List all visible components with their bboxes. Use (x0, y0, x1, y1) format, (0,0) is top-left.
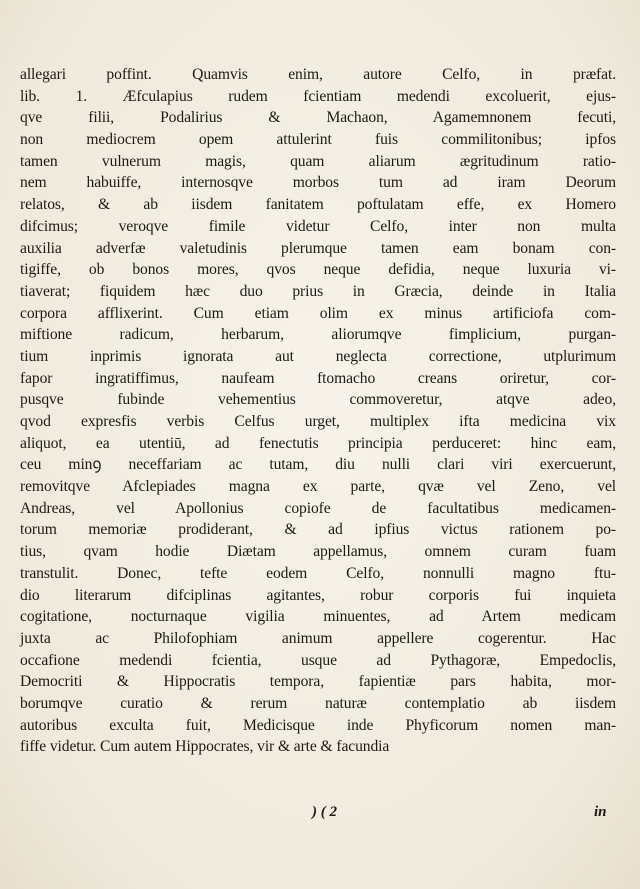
text-line: autoribus exculta fuit, Medicisque inde Phyficorum nomen man- (20, 716, 616, 734)
text-line: tiaverat; fiquidem hæc duo prius in Græcia, deinde in Italia (20, 282, 616, 300)
text-line: aliquot, ea utentiū, ad fenectutis principia perduceret: hinc eam, (20, 434, 616, 452)
text-line: corpora afflixerint. Cum etiam olim ex minus artificiofa com- (20, 304, 616, 322)
text-line: non mediocrem opem attulerint fuis commilitonibus; ipfos (20, 131, 616, 149)
text-line: relatos, & ab iisdem fanitatem poftulatam effe, ex Homero (20, 196, 616, 214)
text-line: transtulit. Donec, tefte eodem Celfo, nonnulli magno ftu- (20, 564, 616, 582)
text-line: occafione medendi fcientia, usque ad Pythagoræ, Empedoclis, (20, 651, 616, 669)
text-line: allegari poffint. Quamvis enim, autore Celfo, in præfat. (20, 66, 616, 83)
text-line: removitqve Afclepiades magna ex parte, qvæ vel Zeno, vel (20, 478, 616, 496)
text-line: Democriti & Hippocratis tempora, fapientiæ pars habita, mor- (20, 673, 616, 691)
text-line: fapor ingratiffimus, naufeam ftomacho creans oriretur, cor- (20, 369, 616, 387)
text-line: juxta ac Philofophiam animum appellere cogerentur. Hac (20, 629, 616, 647)
text-line: Andreas, vel Apollonius copiofe de facultatibus medicamen- (20, 499, 616, 517)
text-line: qve filii, Podalirius & Machaon, Agamemnonem fecuti, (20, 109, 616, 127)
text-line: auxilia adverfæ valetudinis plerumque tamen eam bonam con- (20, 239, 616, 257)
text-line: tamen vulnerum magis, quam aliarum ægritudinum ratio- (20, 152, 616, 170)
text-line: difcimus; veroqve fimile videtur Celfo, inter non multa (20, 217, 616, 235)
text-line: qvod expresfis verbis Celfus urget, multiplex ifta medicina vix (20, 413, 616, 430)
text-line: tius, qvam hodie Diætam appellamus, omnem curam fuam (20, 543, 616, 561)
catchword: in (594, 804, 607, 820)
page-footer (0, 800, 640, 828)
text-line: borumqve curatio & rerum naturæ contemplatio ab iisdem (20, 694, 616, 712)
latin-text-block (20, 64, 616, 758)
text-line: fiffe videtur. Cum autem Hippocrates, vir & arte & facundia (20, 738, 390, 756)
text-line: ceu minꝯ neceffariam ac tutam, diu nulli clari viri exercuerunt, (20, 456, 616, 474)
signature-mark: ) ( 2 (312, 804, 337, 820)
text-line: cogitatione, nocturnaque vigilia minuentes, ad Artem medicam (20, 608, 616, 626)
text-line: lib. 1. Æfculapius rudem fcientiam medendi excoluerit, ejus- (20, 87, 616, 105)
text-line: dio literarum difciplinas agitantes, robur corporis fui inquieta (20, 586, 616, 604)
text-line: nem habuiffe, internosqve morbos tum ad iram Deorum (20, 174, 616, 192)
text-line: tium inprimis ignorata aut neglecta correctione, utplurimum (20, 347, 616, 365)
text-line: tigiffe, ob bonos mores, qvos neque defidia, neque luxuria vi- (20, 261, 616, 279)
text-line: miftione radicum, herbarum, aliorumqve fimplicium, purgan- (20, 326, 616, 344)
text-line: pusqve fubinde vehementius commoveretur, atqve adeo, (20, 391, 616, 409)
text-line: torum memoriæ prodiderant, & ad ipfius victus rationem po- (20, 521, 616, 539)
